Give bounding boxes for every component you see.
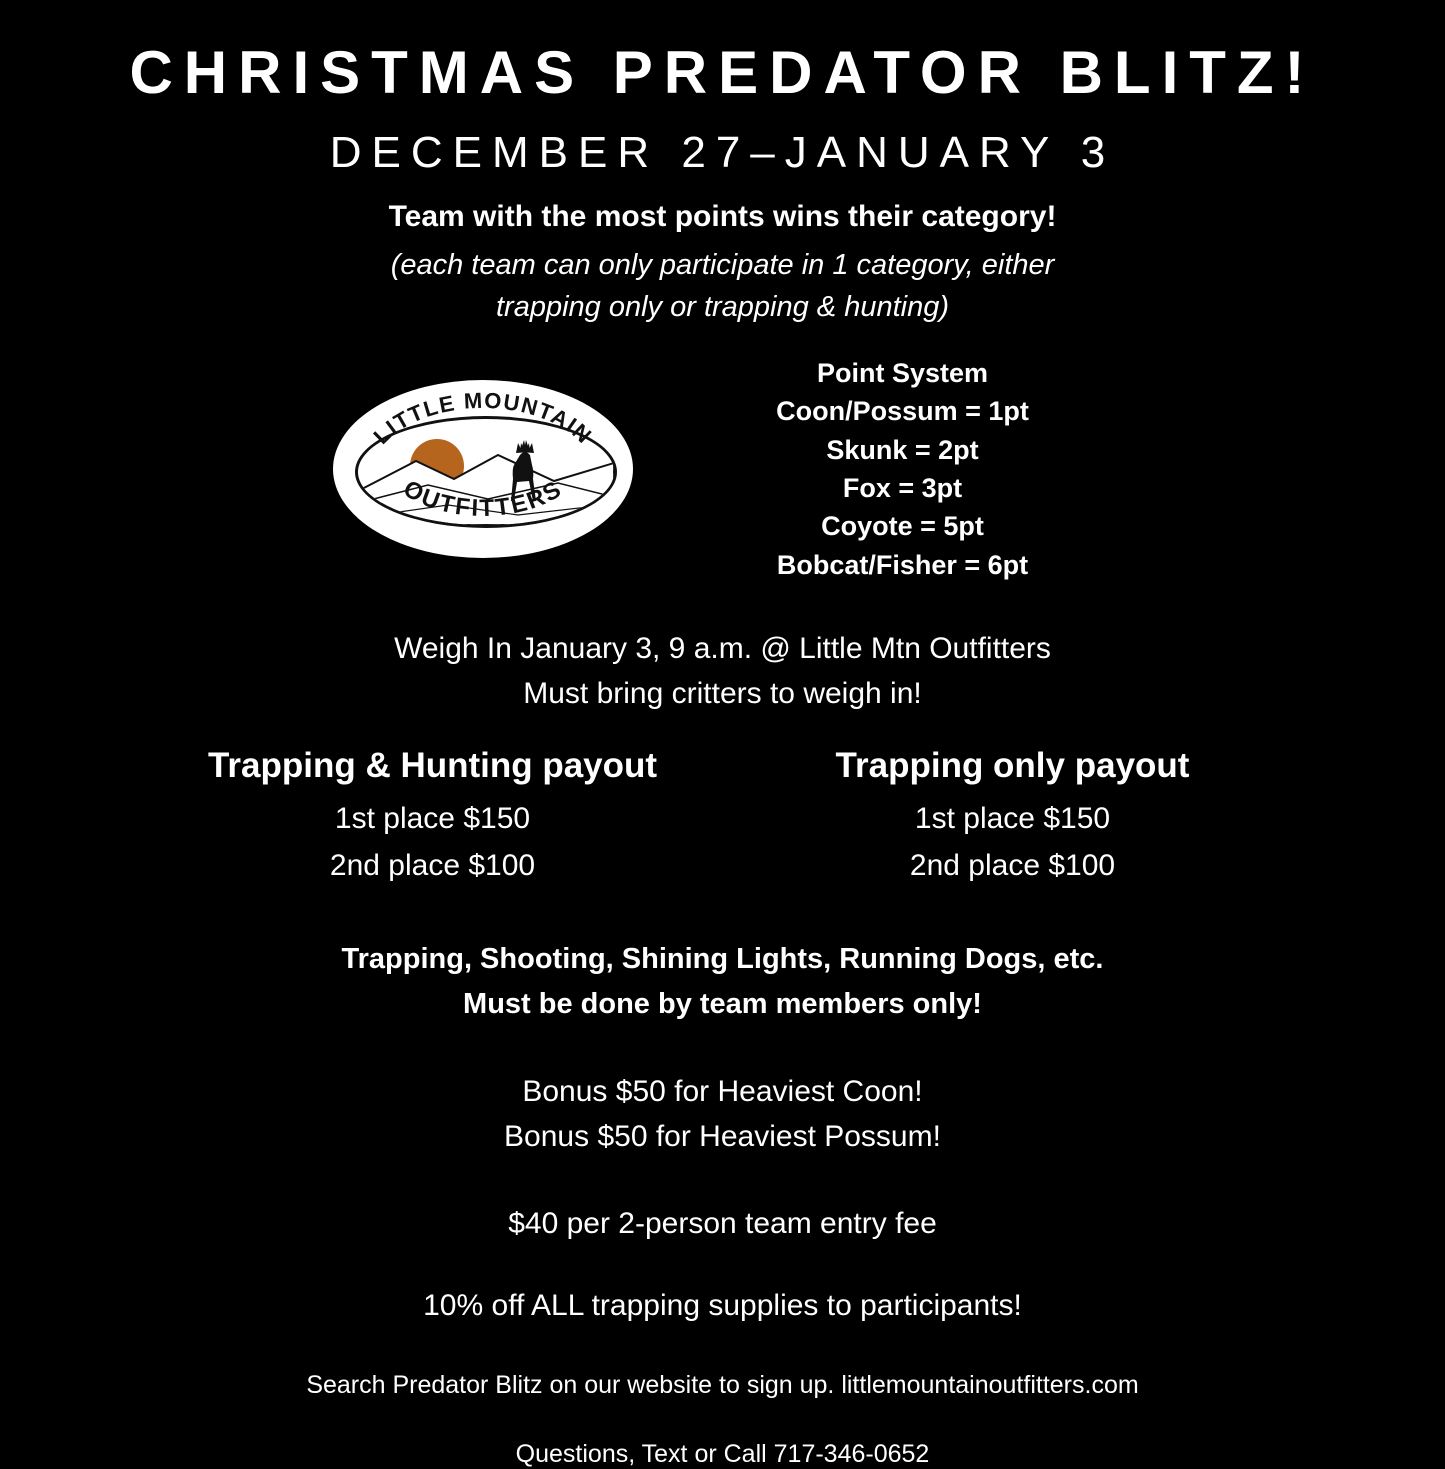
payouts-row xyxy=(40,746,1405,889)
payout-trapping-only-first: 1st place $150 xyxy=(914,802,1111,836)
payout-trapping-hunting xyxy=(173,746,693,889)
entry-fee: $40 per 2-person team entry fee xyxy=(508,1206,937,1240)
little-mountain-outfitters-logo xyxy=(333,380,633,558)
category-note xyxy=(391,244,1055,328)
payout-trapping-only-second: 2nd place $100 xyxy=(909,848,1116,882)
payout-trapping-only-heading: Trapping only payout xyxy=(835,746,1190,786)
point-entry-bobcat-fisher: Bobcat/Fisher = 6pt xyxy=(776,549,1029,580)
logo-text-curved xyxy=(333,380,633,558)
tagline: Team with the most points wins their category! xyxy=(388,200,1057,233)
payout-trapping-hunting-first: 1st place $150 xyxy=(334,802,531,836)
logo-and-points-row xyxy=(40,354,1405,584)
contact-info: Questions, Text or Call 717-346-0652 xyxy=(515,1439,930,1468)
rules-block xyxy=(342,937,1104,1027)
category-note-line1: (each team can only participate in 1 category, either xyxy=(390,249,1055,281)
website-signup-note: Search Predator Blitz on our website to sign up. littlemountainoutfitters.com xyxy=(306,1370,1139,1399)
point-entry-fox: Fox = 3pt xyxy=(842,473,963,504)
point-entry-coon-possum: Coon/Possum = 1pt xyxy=(776,396,1029,427)
event-dates: DECEMBER 27–JANUARY 3 xyxy=(329,128,1116,177)
page-title: CHRISTMAS PREDATOR BLITZ! xyxy=(129,39,1316,106)
svg-text:LITTLE MOUNTAIN: LITTLE MOUNTAIN xyxy=(368,387,597,450)
svg-text:OUTFITTERS: OUTFITTERS xyxy=(398,475,567,523)
weigh-in-details: Weigh In January 3, 9 a.m. @ Little Mtn Outfitters xyxy=(394,632,1051,666)
payout-trapping-hunting-second: 2nd place $100 xyxy=(329,848,536,882)
point-system-block xyxy=(693,354,1113,584)
payout-trapping-hunting-heading: Trapping & Hunting payout xyxy=(207,746,658,786)
category-note-line2: trapping only or trapping & hunting) xyxy=(495,291,949,324)
bonus-possum: Bonus $50 for Heaviest Possum! xyxy=(504,1119,941,1153)
rules-methods: Trapping, Shooting, Shining Lights, Running Dogs, etc. xyxy=(341,943,1104,976)
point-entry-coyote: Coyote = 5pt xyxy=(821,511,984,542)
rules-team-members: Must be done by team members only! xyxy=(463,988,982,1020)
participant-discount: 10% off ALL trapping supplies to participants! xyxy=(423,1288,1022,1322)
point-system-heading: Point System xyxy=(816,358,989,389)
weigh-in-block xyxy=(394,626,1051,716)
point-entry-skunk: Skunk = 2pt xyxy=(826,434,979,465)
weigh-in-requirement: Must bring critters to weigh in! xyxy=(523,677,922,711)
payout-trapping-only xyxy=(753,746,1273,889)
bonus-coon: Bonus $50 for Heaviest Coon! xyxy=(522,1074,923,1108)
bonus-block xyxy=(504,1069,941,1159)
